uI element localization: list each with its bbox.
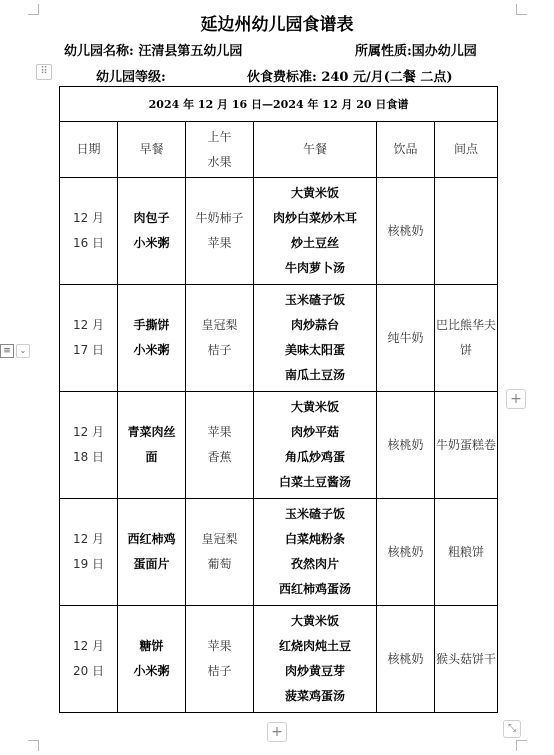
cell-drink: 核桃奶	[377, 392, 435, 499]
table-row	[60, 392, 498, 499]
header-lunch: 午餐	[254, 122, 377, 178]
table-move-handle-icon[interactable]: ⠿	[36, 64, 52, 80]
cell-date: 12 月 18 日	[60, 392, 118, 499]
header-fruit: 上午 水果	[186, 122, 254, 178]
cell-snack: 牛奶蛋糕卷	[435, 392, 498, 499]
cell-breakfast: 手撕饼 小米粥	[118, 285, 186, 392]
cell-snack: 巴比熊华夫 饼	[435, 285, 498, 392]
kindergarten-nature: 所属性质:国办幼儿园	[355, 44, 477, 59]
cell-snack	[435, 178, 498, 285]
cell-fruit: 苹果 香蕉	[186, 392, 254, 499]
cell-drink: 核桃奶	[377, 178, 435, 285]
menu-table	[59, 86, 498, 713]
kindergarten-level: 幼儿园等级:	[96, 70, 166, 85]
cell-drink: 核桃奶	[377, 606, 435, 713]
paragraph-icon: ≡	[0, 344, 14, 358]
header-breakfast: 早餐	[118, 122, 186, 178]
page-corner-mark	[28, 740, 39, 751]
cell-fruit: 皇冠梨 桔子	[186, 285, 254, 392]
cell-drink: 纯牛奶	[377, 285, 435, 392]
header-drink: 饮品	[377, 122, 435, 178]
table-resize-icon[interactable]: ⤡	[503, 720, 521, 738]
cell-fruit: 苹果 桔子	[186, 606, 254, 713]
cell-date: 12 月 16 日	[60, 178, 118, 285]
cell-snack: 粗粮饼	[435, 499, 498, 606]
cell-date: 12 月 17 日	[60, 285, 118, 392]
paragraph-tool[interactable]	[0, 343, 30, 359]
table-row	[60, 178, 498, 285]
page-corner-mark	[516, 740, 527, 751]
cell-lunch: 大黄米饭 红烧肉炖土豆 肉炒黄豆芽 菠菜鸡蛋汤	[254, 606, 377, 713]
table-row	[60, 285, 498, 392]
cell-breakfast: 西红柿鸡 蛋面片	[118, 499, 186, 606]
date-range: 2024 年 12 月 16 日—2024 年 12 月 20 日食谱	[60, 87, 498, 122]
header-snack: 间点	[435, 122, 498, 178]
header-date: 日期	[60, 122, 118, 178]
cell-fruit: 牛奶柿子 苹果	[186, 178, 254, 285]
cell-lunch: 玉米碴子饭 白菜炖粉条 孜然肉片 西红柿鸡蛋汤	[254, 499, 377, 606]
cell-lunch: 玉米碴子饭 肉炒蒜台 美味太阳蛋 南瓜土豆汤	[254, 285, 377, 392]
cell-breakfast: 肉包子 小米粥	[118, 178, 186, 285]
kindergarten-name: 幼儿园名称: 汪清县第五幼儿园	[64, 44, 243, 59]
cell-breakfast: 糖饼 小米粥	[118, 606, 186, 713]
chevron-down-icon[interactable]: ⌄	[16, 344, 30, 358]
cell-lunch: 大黄米饭 肉炒白菜炒木耳 炒土豆丝 牛肉萝卜汤	[254, 178, 377, 285]
add-column-button[interactable]: +	[506, 389, 526, 409]
cell-date: 12 月 19 日	[60, 499, 118, 606]
cell-lunch: 大黄米饭 肉炒平菇 角瓜炒鸡蛋 白菜土豆酱汤	[254, 392, 377, 499]
document-title: 延边州幼儿园食谱表	[200, 15, 354, 35]
cell-date: 12 月 20 日	[60, 606, 118, 713]
cell-drink: 核桃奶	[377, 499, 435, 606]
add-row-button[interactable]: +	[267, 722, 287, 742]
table-row	[60, 606, 498, 713]
meal-fee-standard: 伙食费标准: 240 元/月(二餐 二点)	[247, 70, 453, 85]
cell-snack: 猴头菇饼干	[435, 606, 498, 713]
cell-breakfast: 青菜肉丝 面	[118, 392, 186, 499]
cell-fruit: 皇冠梨 葡萄	[186, 499, 254, 606]
table-row	[60, 499, 498, 606]
